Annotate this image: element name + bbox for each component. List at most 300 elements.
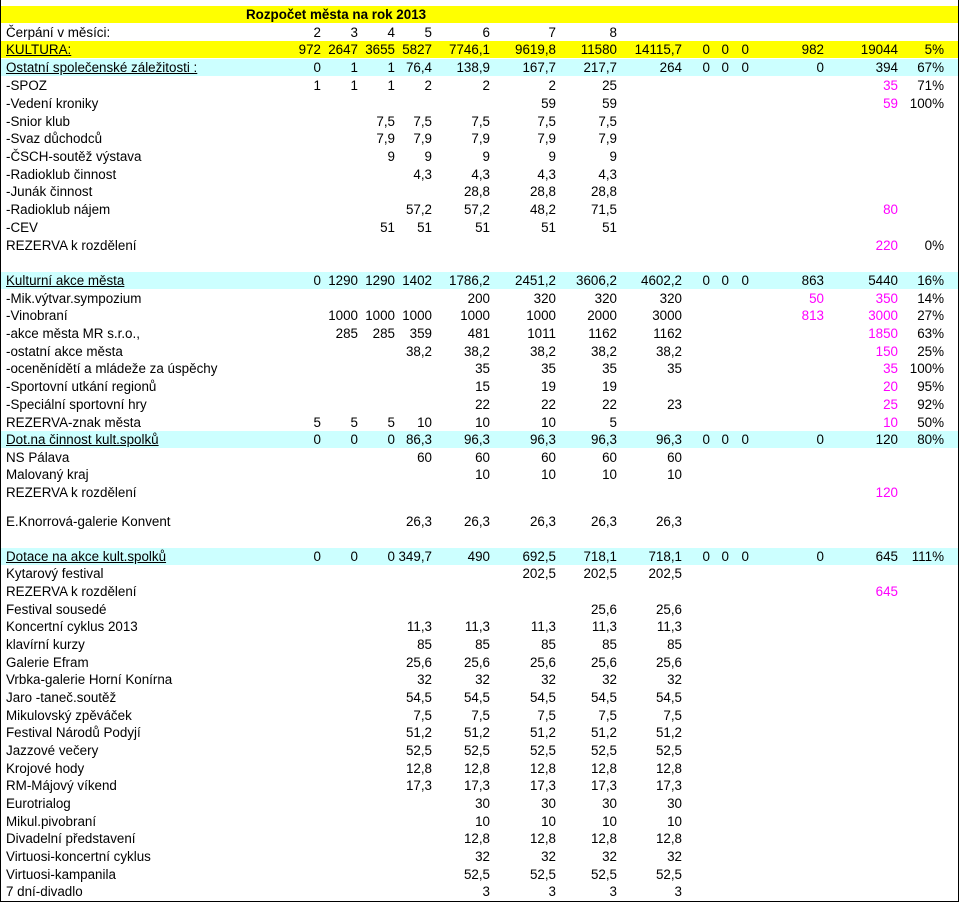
cell-value: 19044 bbox=[860, 42, 898, 57]
cell-value: 7,5 bbox=[663, 708, 682, 723]
cell-value: 7,5 bbox=[471, 708, 490, 723]
cell-value: 4,3 bbox=[598, 167, 617, 182]
cell-value: 359 bbox=[409, 326, 432, 341]
cell-value: 863 bbox=[801, 273, 824, 288]
cell-value: 285 bbox=[372, 326, 395, 341]
cell-value: 52,5 bbox=[529, 743, 556, 758]
table-row bbox=[0, 325, 958, 342]
cell-value: 80% bbox=[917, 432, 944, 447]
cell-value: 3000 bbox=[868, 308, 898, 323]
cell-value: 60 bbox=[667, 450, 682, 465]
cell-value: 38,2 bbox=[655, 344, 682, 359]
cell-value: 7,5 bbox=[598, 708, 617, 723]
table-row bbox=[0, 431, 958, 448]
cell-value: 95% bbox=[917, 379, 944, 394]
cell-value: 0 bbox=[702, 273, 710, 288]
table-row bbox=[0, 583, 958, 600]
cell-value: 9 bbox=[387, 149, 395, 164]
cell-value: 5 bbox=[313, 415, 321, 430]
cell-value: 5440 bbox=[868, 273, 898, 288]
cell-value: 25,6 bbox=[655, 655, 682, 670]
row-label: E.Knorrová-galerie Konvent bbox=[6, 514, 171, 529]
cell-value: 394 bbox=[875, 60, 898, 75]
cell-value: 60 bbox=[541, 450, 556, 465]
cell-value: 120 bbox=[875, 485, 898, 500]
cell-value: 3 bbox=[609, 884, 617, 899]
cell-value: 0 bbox=[741, 60, 749, 75]
cell-value: 51 bbox=[475, 220, 490, 235]
cell-value: 11,3 bbox=[591, 619, 617, 634]
cell-value: 32 bbox=[602, 672, 617, 687]
cell-value: 38,2 bbox=[463, 344, 490, 359]
cell-value: 1402 bbox=[402, 273, 432, 288]
cell-value: 51 bbox=[541, 220, 556, 235]
row-label: 7 dní-divadlo bbox=[6, 884, 83, 899]
row-label: Virtuosi-koncertní cyklus bbox=[6, 849, 151, 864]
cell-value: 52,5 bbox=[655, 867, 682, 882]
table-row bbox=[0, 219, 958, 236]
cell-value: 35 bbox=[602, 361, 617, 376]
cell-value: 54,5 bbox=[655, 690, 682, 705]
cell-value: 202,5 bbox=[583, 566, 617, 581]
cell-value: 86,3 bbox=[405, 432, 432, 447]
cell-value: 9 bbox=[609, 149, 617, 164]
row-label: Kulturní akce města bbox=[6, 273, 125, 288]
cell-value: 80 bbox=[883, 202, 898, 217]
table-row bbox=[0, 866, 958, 883]
table-row bbox=[0, 41, 958, 58]
table-row bbox=[0, 290, 958, 307]
cell-value: 0 bbox=[702, 549, 710, 564]
cell-value: 16% bbox=[917, 273, 944, 288]
cell-value: 25,6 bbox=[405, 655, 432, 670]
row-label: -Mik.výtvar.sympozium bbox=[6, 291, 142, 306]
sheet-title: Rozpočet města na rok 2013 bbox=[246, 7, 427, 22]
cell-value: 1290 bbox=[365, 273, 395, 288]
cell-value: 17,3 bbox=[529, 778, 556, 793]
cell-value: 14115,7 bbox=[634, 42, 682, 57]
row-label: REZERVA k rozdělení bbox=[6, 584, 137, 599]
table-row bbox=[0, 601, 958, 618]
cell-value: 30 bbox=[475, 796, 490, 811]
cell-value: 48,2 bbox=[529, 202, 556, 217]
cell-value: 111% bbox=[911, 549, 944, 564]
cell-value: 11,3 bbox=[406, 619, 432, 634]
cell-value: 10 bbox=[417, 415, 432, 430]
cell-value: 481 bbox=[467, 326, 490, 341]
cell-value: 202,5 bbox=[648, 566, 682, 581]
cell-value: 30 bbox=[667, 796, 682, 811]
cell-value: 7,9 bbox=[471, 131, 490, 146]
cell-value: 718,1 bbox=[648, 549, 682, 564]
table-row bbox=[0, 183, 958, 200]
cell-value: 10 bbox=[541, 415, 556, 430]
row-label: -Speciální sportovní hry bbox=[6, 397, 147, 412]
cell-value: 0 bbox=[816, 432, 824, 447]
month-header: 3 bbox=[350, 25, 358, 40]
cell-value: 1000 bbox=[365, 308, 395, 323]
cell-value: 60 bbox=[602, 450, 617, 465]
cell-value: 51,2 bbox=[590, 725, 617, 740]
cell-value: 20 bbox=[883, 379, 898, 394]
cell-value: 10 bbox=[475, 467, 490, 482]
table-row bbox=[0, 59, 958, 76]
table-row bbox=[0, 201, 958, 218]
cell-value: 17,3 bbox=[590, 778, 617, 793]
cell-value: 7,9 bbox=[413, 131, 432, 146]
cell-value: 26,3 bbox=[655, 514, 682, 529]
cell-value: 320 bbox=[533, 291, 556, 306]
cell-value: 52,5 bbox=[405, 743, 432, 758]
row-label: -Svaz důchodců bbox=[6, 131, 103, 146]
table-row bbox=[0, 113, 958, 130]
cell-value: 52,5 bbox=[463, 743, 490, 758]
row-label: Eurotrialog bbox=[6, 796, 71, 811]
table-row bbox=[0, 883, 958, 900]
row-label: -ČSCH-soutěž výstava bbox=[6, 149, 142, 164]
table-row bbox=[0, 654, 958, 671]
cell-value: 0 bbox=[313, 60, 321, 75]
cell-value: 217,7 bbox=[583, 60, 617, 75]
cell-value: 0% bbox=[924, 238, 944, 253]
cell-value: 12,8 bbox=[529, 831, 556, 846]
row-label: Dotace na akce kult.spolků bbox=[6, 549, 167, 564]
cell-value: 57,2 bbox=[463, 202, 490, 217]
row-label: Vrbka-galerie Horní Konírna bbox=[6, 672, 173, 687]
cell-value: 1850 bbox=[868, 326, 898, 341]
cell-value: 167,7 bbox=[522, 60, 556, 75]
cell-value: 38,2 bbox=[529, 344, 556, 359]
cell-value: 30 bbox=[602, 796, 617, 811]
cell-value: 0 bbox=[816, 60, 824, 75]
table-row bbox=[0, 449, 958, 466]
row-label: REZERVA k rozdělení bbox=[6, 485, 137, 500]
cell-value: 10 bbox=[667, 814, 682, 829]
table-row bbox=[0, 565, 958, 582]
cell-value: 51,2 bbox=[405, 725, 432, 740]
cell-value: 645 bbox=[875, 549, 898, 564]
cell-value: 0 bbox=[387, 432, 395, 447]
cell-value: 17,3 bbox=[405, 778, 432, 793]
cell-value: 1 bbox=[387, 60, 395, 75]
cell-value: 38,2 bbox=[590, 344, 617, 359]
table-row bbox=[0, 813, 958, 830]
month-header: 2 bbox=[313, 25, 321, 40]
cell-value: 1162 bbox=[588, 326, 617, 341]
cell-value: 32 bbox=[417, 672, 432, 687]
cell-value: 96,3 bbox=[655, 432, 682, 447]
month-header: 5 bbox=[424, 25, 432, 40]
row-label: KULTURA: bbox=[6, 42, 72, 57]
cell-value: 25 bbox=[883, 397, 898, 412]
cell-value: 1000 bbox=[402, 308, 432, 323]
cell-value: 26,3 bbox=[590, 514, 617, 529]
months-header-row bbox=[0, 24, 958, 41]
cell-value: 100% bbox=[909, 361, 944, 376]
cell-value: 813 bbox=[801, 308, 824, 323]
row-label: Mikulovský zpěváček bbox=[6, 708, 132, 723]
table-row bbox=[0, 848, 958, 865]
cell-value: 1290 bbox=[328, 273, 358, 288]
cell-value: 1 bbox=[350, 60, 358, 75]
cell-value: 30 bbox=[541, 796, 556, 811]
cell-value: 7,5 bbox=[471, 114, 490, 129]
row-label: Jazzové večery bbox=[6, 743, 99, 758]
cell-value: 0 bbox=[721, 432, 729, 447]
cell-value: 2451,2 bbox=[515, 273, 556, 288]
cell-value: 2 bbox=[548, 78, 556, 93]
cell-value: 490 bbox=[467, 549, 490, 564]
cell-value: 10 bbox=[541, 814, 556, 829]
table-row bbox=[0, 414, 958, 431]
month-header: 6 bbox=[482, 25, 490, 40]
cell-value: 982 bbox=[801, 42, 824, 57]
cell-value: 202,5 bbox=[522, 566, 556, 581]
cell-value: 26,3 bbox=[529, 514, 556, 529]
cell-value: 51,2 bbox=[655, 725, 682, 740]
table-row bbox=[0, 466, 958, 483]
cell-value: 11,3 bbox=[464, 619, 490, 634]
cell-value: 11,3 bbox=[656, 619, 682, 634]
cell-value: 54,5 bbox=[590, 690, 617, 705]
cell-value: 350 bbox=[875, 291, 898, 306]
table-row bbox=[0, 95, 958, 112]
cell-value: 7,5 bbox=[376, 114, 395, 129]
cell-value: 51 bbox=[602, 220, 617, 235]
cell-value: 59 bbox=[602, 96, 617, 111]
table-row bbox=[0, 548, 958, 565]
cell-value: 3 bbox=[482, 884, 490, 899]
row-label: NS Pálava bbox=[6, 450, 70, 465]
cell-value: 0 bbox=[702, 42, 710, 57]
cell-value: 35 bbox=[475, 361, 490, 376]
cell-value: 25,6 bbox=[590, 602, 617, 617]
cell-value: 22 bbox=[602, 397, 617, 412]
row-label: Ostatní společenské záležitosti : bbox=[6, 60, 198, 75]
cell-value: 0 bbox=[721, 60, 729, 75]
cell-value: 96,3 bbox=[590, 432, 617, 447]
cell-value: 0 bbox=[313, 273, 321, 288]
cell-value: 32 bbox=[541, 672, 556, 687]
cell-value: 12,8 bbox=[655, 831, 682, 846]
cell-value: 7,5 bbox=[537, 114, 556, 129]
table-row bbox=[0, 343, 958, 360]
row-label: -Sportovní utkání regionů bbox=[6, 379, 157, 394]
cell-value: 138,9 bbox=[456, 60, 490, 75]
cell-value: 12,8 bbox=[463, 761, 490, 776]
cell-value: 54,5 bbox=[405, 690, 432, 705]
row-label: REZERVA k rozdělení bbox=[6, 238, 137, 253]
cell-value: 285 bbox=[335, 326, 358, 341]
cell-value: 3000 bbox=[652, 308, 682, 323]
cell-value: 0 bbox=[741, 42, 749, 57]
cell-value: 32 bbox=[475, 672, 490, 687]
cell-value: 264 bbox=[659, 60, 682, 75]
cell-value: 35 bbox=[667, 361, 682, 376]
row-label: -SPOZ bbox=[6, 78, 47, 93]
row-label: Galerie Efram bbox=[6, 655, 89, 670]
cell-value: 26,3 bbox=[463, 514, 490, 529]
cell-value: 7,5 bbox=[598, 114, 617, 129]
cell-value: 5827 bbox=[402, 42, 432, 57]
cell-value: 12,8 bbox=[590, 761, 617, 776]
cell-value: 2 bbox=[424, 78, 432, 93]
cell-value: 100% bbox=[909, 96, 944, 111]
cell-value: 150 bbox=[875, 344, 898, 359]
table-row bbox=[0, 360, 958, 377]
cell-value: 25 bbox=[602, 78, 617, 93]
row-label: -akce města MR s.r.o., bbox=[6, 326, 140, 341]
cell-value: 51,2 bbox=[529, 725, 556, 740]
cell-value: 57,2 bbox=[405, 202, 432, 217]
cell-value: 0 bbox=[741, 549, 749, 564]
cell-value: 17,3 bbox=[463, 778, 490, 793]
row-label: -Vinobraní bbox=[6, 308, 68, 323]
table-row bbox=[0, 166, 958, 183]
table-row bbox=[0, 760, 958, 777]
cell-value: 32 bbox=[602, 849, 617, 864]
cell-value: 71,5 bbox=[590, 202, 617, 217]
cell-value: 60 bbox=[417, 450, 432, 465]
table-row bbox=[0, 148, 958, 165]
cell-value: 12,8 bbox=[529, 761, 556, 776]
table-row bbox=[0, 689, 958, 706]
cell-value: 52,5 bbox=[655, 743, 682, 758]
cell-value: 59 bbox=[883, 96, 898, 111]
cell-value: 28,8 bbox=[590, 184, 617, 199]
cell-value: 32 bbox=[475, 849, 490, 864]
cell-value: 25% bbox=[917, 344, 944, 359]
cell-value: 51,2 bbox=[463, 725, 490, 740]
cell-value: 85 bbox=[475, 637, 490, 652]
cell-value: 2 bbox=[482, 78, 490, 93]
cell-value: 14% bbox=[917, 291, 944, 306]
cell-value: 3606,2 bbox=[576, 273, 617, 288]
cell-value: 26,3 bbox=[405, 514, 432, 529]
table-row bbox=[0, 484, 958, 501]
cell-value: 67% bbox=[917, 60, 944, 75]
cell-value: 92% bbox=[917, 397, 944, 412]
cell-value: 10 bbox=[602, 467, 617, 482]
cell-value: 5 bbox=[387, 415, 395, 430]
cell-value: 28,8 bbox=[463, 184, 490, 199]
cell-value: 32 bbox=[667, 849, 682, 864]
cell-value: 7,9 bbox=[537, 131, 556, 146]
cell-value: 63% bbox=[917, 326, 944, 341]
cell-value: 1 bbox=[313, 78, 321, 93]
cell-value: 12,8 bbox=[655, 761, 682, 776]
cell-value: 28,8 bbox=[529, 184, 556, 199]
cell-value: 35 bbox=[883, 78, 898, 93]
cell-value: 85 bbox=[667, 637, 682, 652]
cell-value: 52,5 bbox=[529, 867, 556, 882]
cell-value: 645 bbox=[875, 584, 898, 599]
cell-value: 25,6 bbox=[590, 655, 617, 670]
row-label: Kytarový festival bbox=[6, 566, 104, 581]
cell-value: 0 bbox=[702, 432, 710, 447]
cell-value: 9 bbox=[424, 149, 432, 164]
cell-value: 32 bbox=[541, 849, 556, 864]
row-label: REZERVA-znak města bbox=[6, 415, 141, 430]
cell-value: 5 bbox=[609, 415, 617, 430]
sheet-title-row bbox=[0, 6, 958, 23]
table-row bbox=[0, 272, 958, 289]
cell-value: 7746,1 bbox=[449, 42, 490, 57]
cell-value: 3 bbox=[548, 884, 556, 899]
cell-value: 71% bbox=[917, 78, 944, 93]
cell-value: 0 bbox=[702, 60, 710, 75]
month-header: 8 bbox=[609, 25, 617, 40]
cell-value: 1000 bbox=[460, 308, 490, 323]
cell-value: 7,9 bbox=[598, 131, 617, 146]
table-row bbox=[0, 130, 958, 147]
cell-value: 11,3 bbox=[530, 619, 556, 634]
cell-value: 96,3 bbox=[529, 432, 556, 447]
cell-value: 22 bbox=[475, 397, 490, 412]
table-row bbox=[0, 707, 958, 724]
cell-value: 2647 bbox=[328, 42, 358, 57]
cell-value: 4,3 bbox=[537, 167, 556, 182]
cell-value: 0 bbox=[741, 273, 749, 288]
row-label: -Radioklub činnost bbox=[6, 167, 117, 182]
row-label: klavírní kurzy bbox=[6, 637, 85, 652]
cell-value: 12,8 bbox=[463, 831, 490, 846]
months-header-label: Čerpání v měsíci: bbox=[6, 25, 111, 40]
cell-value: 0 bbox=[816, 549, 824, 564]
row-label: Divadelní představení bbox=[6, 831, 136, 846]
cell-value: 718,1 bbox=[583, 549, 617, 564]
cell-value: 200 bbox=[467, 291, 490, 306]
cell-value: 10 bbox=[667, 467, 682, 482]
cell-value: 27% bbox=[917, 308, 944, 323]
month-header: 4 bbox=[387, 25, 395, 40]
cell-value: 7,9 bbox=[376, 131, 395, 146]
table-row bbox=[0, 671, 958, 688]
cell-value: 85 bbox=[417, 637, 432, 652]
cell-value: 35 bbox=[541, 361, 556, 376]
cell-value: 96,3 bbox=[463, 432, 490, 447]
cell-value: 349,7 bbox=[398, 549, 432, 564]
cell-value: 22 bbox=[541, 397, 556, 412]
cell-value: 1011 bbox=[527, 326, 556, 341]
cell-value: 5 bbox=[350, 415, 358, 430]
table-row bbox=[0, 636, 958, 653]
cell-value: 9 bbox=[548, 149, 556, 164]
cell-value: 25,6 bbox=[655, 602, 682, 617]
cell-value: 10 bbox=[475, 415, 490, 430]
cell-value: 1000 bbox=[526, 308, 556, 323]
cell-value: 59 bbox=[541, 96, 556, 111]
table-row bbox=[0, 237, 958, 254]
cell-value: 7,5 bbox=[413, 708, 432, 723]
cell-value: 60 bbox=[475, 450, 490, 465]
cell-value: 9 bbox=[482, 149, 490, 164]
row-label: Mikul.pivobraní bbox=[6, 814, 97, 829]
cell-value: 85 bbox=[602, 637, 617, 652]
cell-value: 23 bbox=[667, 397, 682, 412]
cell-value: 52,5 bbox=[590, 867, 617, 882]
cell-value: 7,5 bbox=[413, 114, 432, 129]
table-row bbox=[0, 396, 958, 413]
table-row bbox=[0, 378, 958, 395]
cell-value: 51 bbox=[380, 220, 395, 235]
table-row bbox=[0, 513, 958, 530]
cell-value: 972 bbox=[298, 42, 321, 57]
cell-value: 3 bbox=[674, 884, 682, 899]
row-label: -oceněnídětí a mládeže za úspěchy bbox=[6, 361, 218, 376]
cell-value: 0 bbox=[721, 42, 729, 57]
cell-value: 50% bbox=[917, 415, 944, 430]
